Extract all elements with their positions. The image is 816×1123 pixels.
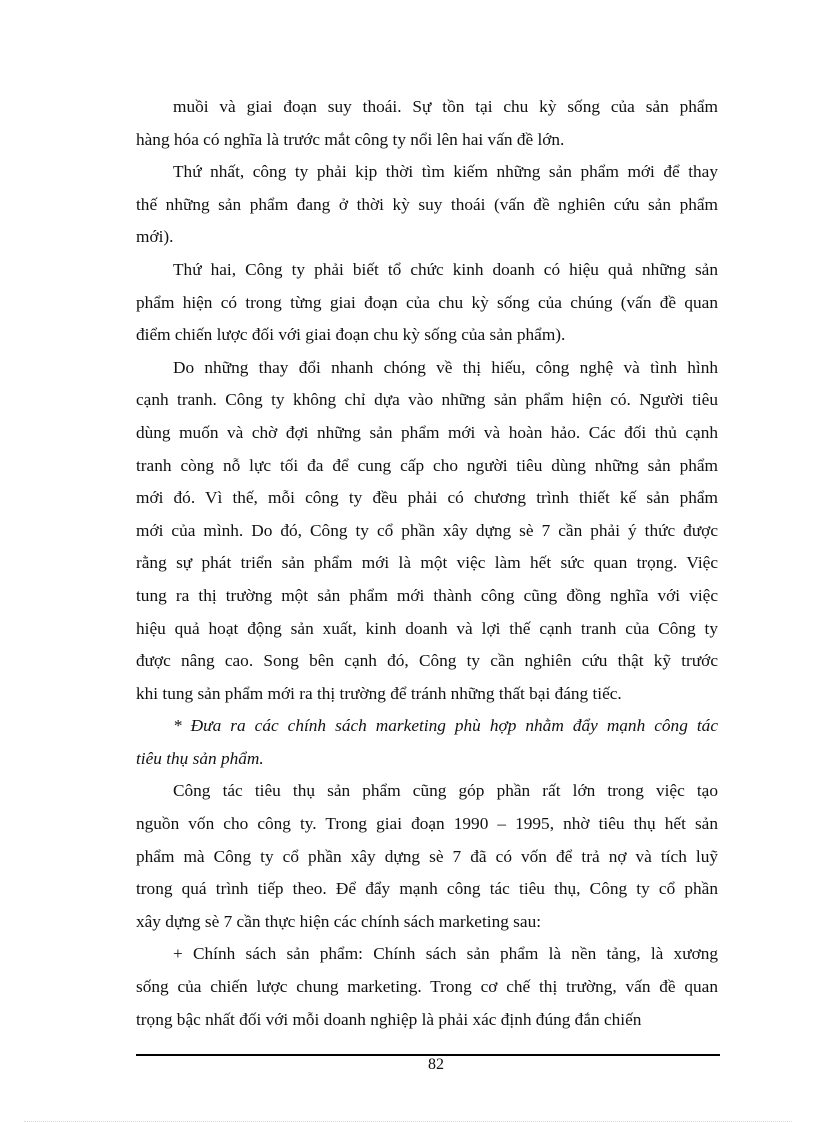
- text-line: mới).: [136, 227, 174, 247]
- text-line: mới đó. Vì thế, mỗi công ty đều phải có chương trình thiết kế sản phẩm: [136, 488, 718, 508]
- text-line: dùng muốn và chờ đợi những sản phẩm mới và hoàn hảo. Các đối thủ cạnh: [136, 422, 718, 442]
- text-line: nguồn vốn cho công ty. Trong giai đoạn 1990 – 1995, nhờ tiêu thụ hết sản: [136, 814, 718, 834]
- text-line: + Chính sách sản phẩm: Chính sách sản phẩm là nền tảng, là xương: [173, 944, 718, 964]
- text-line: điểm chiến lược đối với giai đoạn chu kỳ sống của sản phẩm).: [136, 325, 566, 345]
- text-line: Thứ nhất, công ty phải kịp thời tìm kiếm những sản phẩm mới để thay: [173, 162, 718, 182]
- text-line: rằng sự phát triển sản phẩm mới là một việc làm hết sức quan trọng. Việc: [136, 553, 718, 573]
- text-line: sống của chiến lược chung marketing. Trong cơ chế thị trường, vấn đề quan: [136, 977, 718, 997]
- text-line: Thứ hai, Công ty phải biết tổ chức kinh doanh có hiệu quả những sản: [173, 259, 718, 279]
- text-line: tranh còng nỗ lực tối đa để cung cấp cho người tiêu dùng những sản phẩm: [136, 455, 718, 475]
- text-line: muồi và giai đoạn suy thoái. Sự tồn tại chu kỳ sống của sản phẩm: [173, 97, 718, 116]
- text-line: được nâng cao. Song bên cạnh đó, Công ty cần nghiên cứu thật kỹ trước: [136, 651, 718, 671]
- text-line: Công tác tiêu thụ sản phẩm cũng góp phần rất lớn trong việc tạo: [173, 781, 718, 801]
- text-line: mới của mình. Do đó, Công ty cổ phần xây dựng sè 7 cần phải ý thức được: [136, 520, 718, 540]
- text-line: trọng bậc nhất đối với mỗi doanh nghiệp là phải xác định đúng đắn chiến: [136, 1009, 642, 1029]
- text-line: hiệu quả hoạt động sản xuất, kinh doanh và lợi thế cạnh tranh của Công ty: [136, 618, 718, 638]
- text-line: trong quá trình tiếp theo. Để đẩy mạnh công tác tiêu thụ, Công ty cổ phần: [136, 879, 718, 899]
- text-line: xây dựng sè 7 cần thực hiện các chính sách marketing sau:: [136, 911, 542, 931]
- page-number: 82: [428, 1056, 444, 1073]
- text-line: * Đưa ra các chính sách marketing phù hợp nhằm đẩy mạnh công tác: [173, 716, 718, 736]
- text-line: Do những thay đổi nhanh chóng về thị hiếu, công nghệ và tình hình: [173, 357, 718, 377]
- text-line: cạnh tranh. Công ty không chỉ dựa vào những sản phẩm hiện có. Người tiêu: [136, 390, 718, 410]
- body-text: [136, 91, 718, 1036]
- text-line: thế những sản phẩm đang ở thời kỳ suy thoái (vấn đề nghiên cứu sản phẩm: [136, 194, 718, 214]
- text-line: tung ra thị trường một sản phẩm mới thành công cũng đồng nghĩa với việc: [136, 585, 718, 605]
- text-line: phẩm hiện có trong từng giai đoạn của chu kỳ sống của chúng (vấn đề quan: [136, 292, 718, 312]
- page-edge-dotted-line: [24, 1121, 792, 1122]
- text-line: hàng hóa có nghĩa là trước mắt công ty nổi lên hai vấn đề lớn.: [136, 129, 565, 149]
- text-line: tiêu thụ sản phẩm.: [136, 748, 264, 768]
- text-line: khi tung sản phẩm mới ra thị trường để tránh những thất bại đáng tiếc.: [136, 683, 622, 703]
- text-line: phẩm mà Công ty cổ phần xây dựng sè 7 đã có vốn để trả nợ và tích luỹ: [136, 846, 718, 866]
